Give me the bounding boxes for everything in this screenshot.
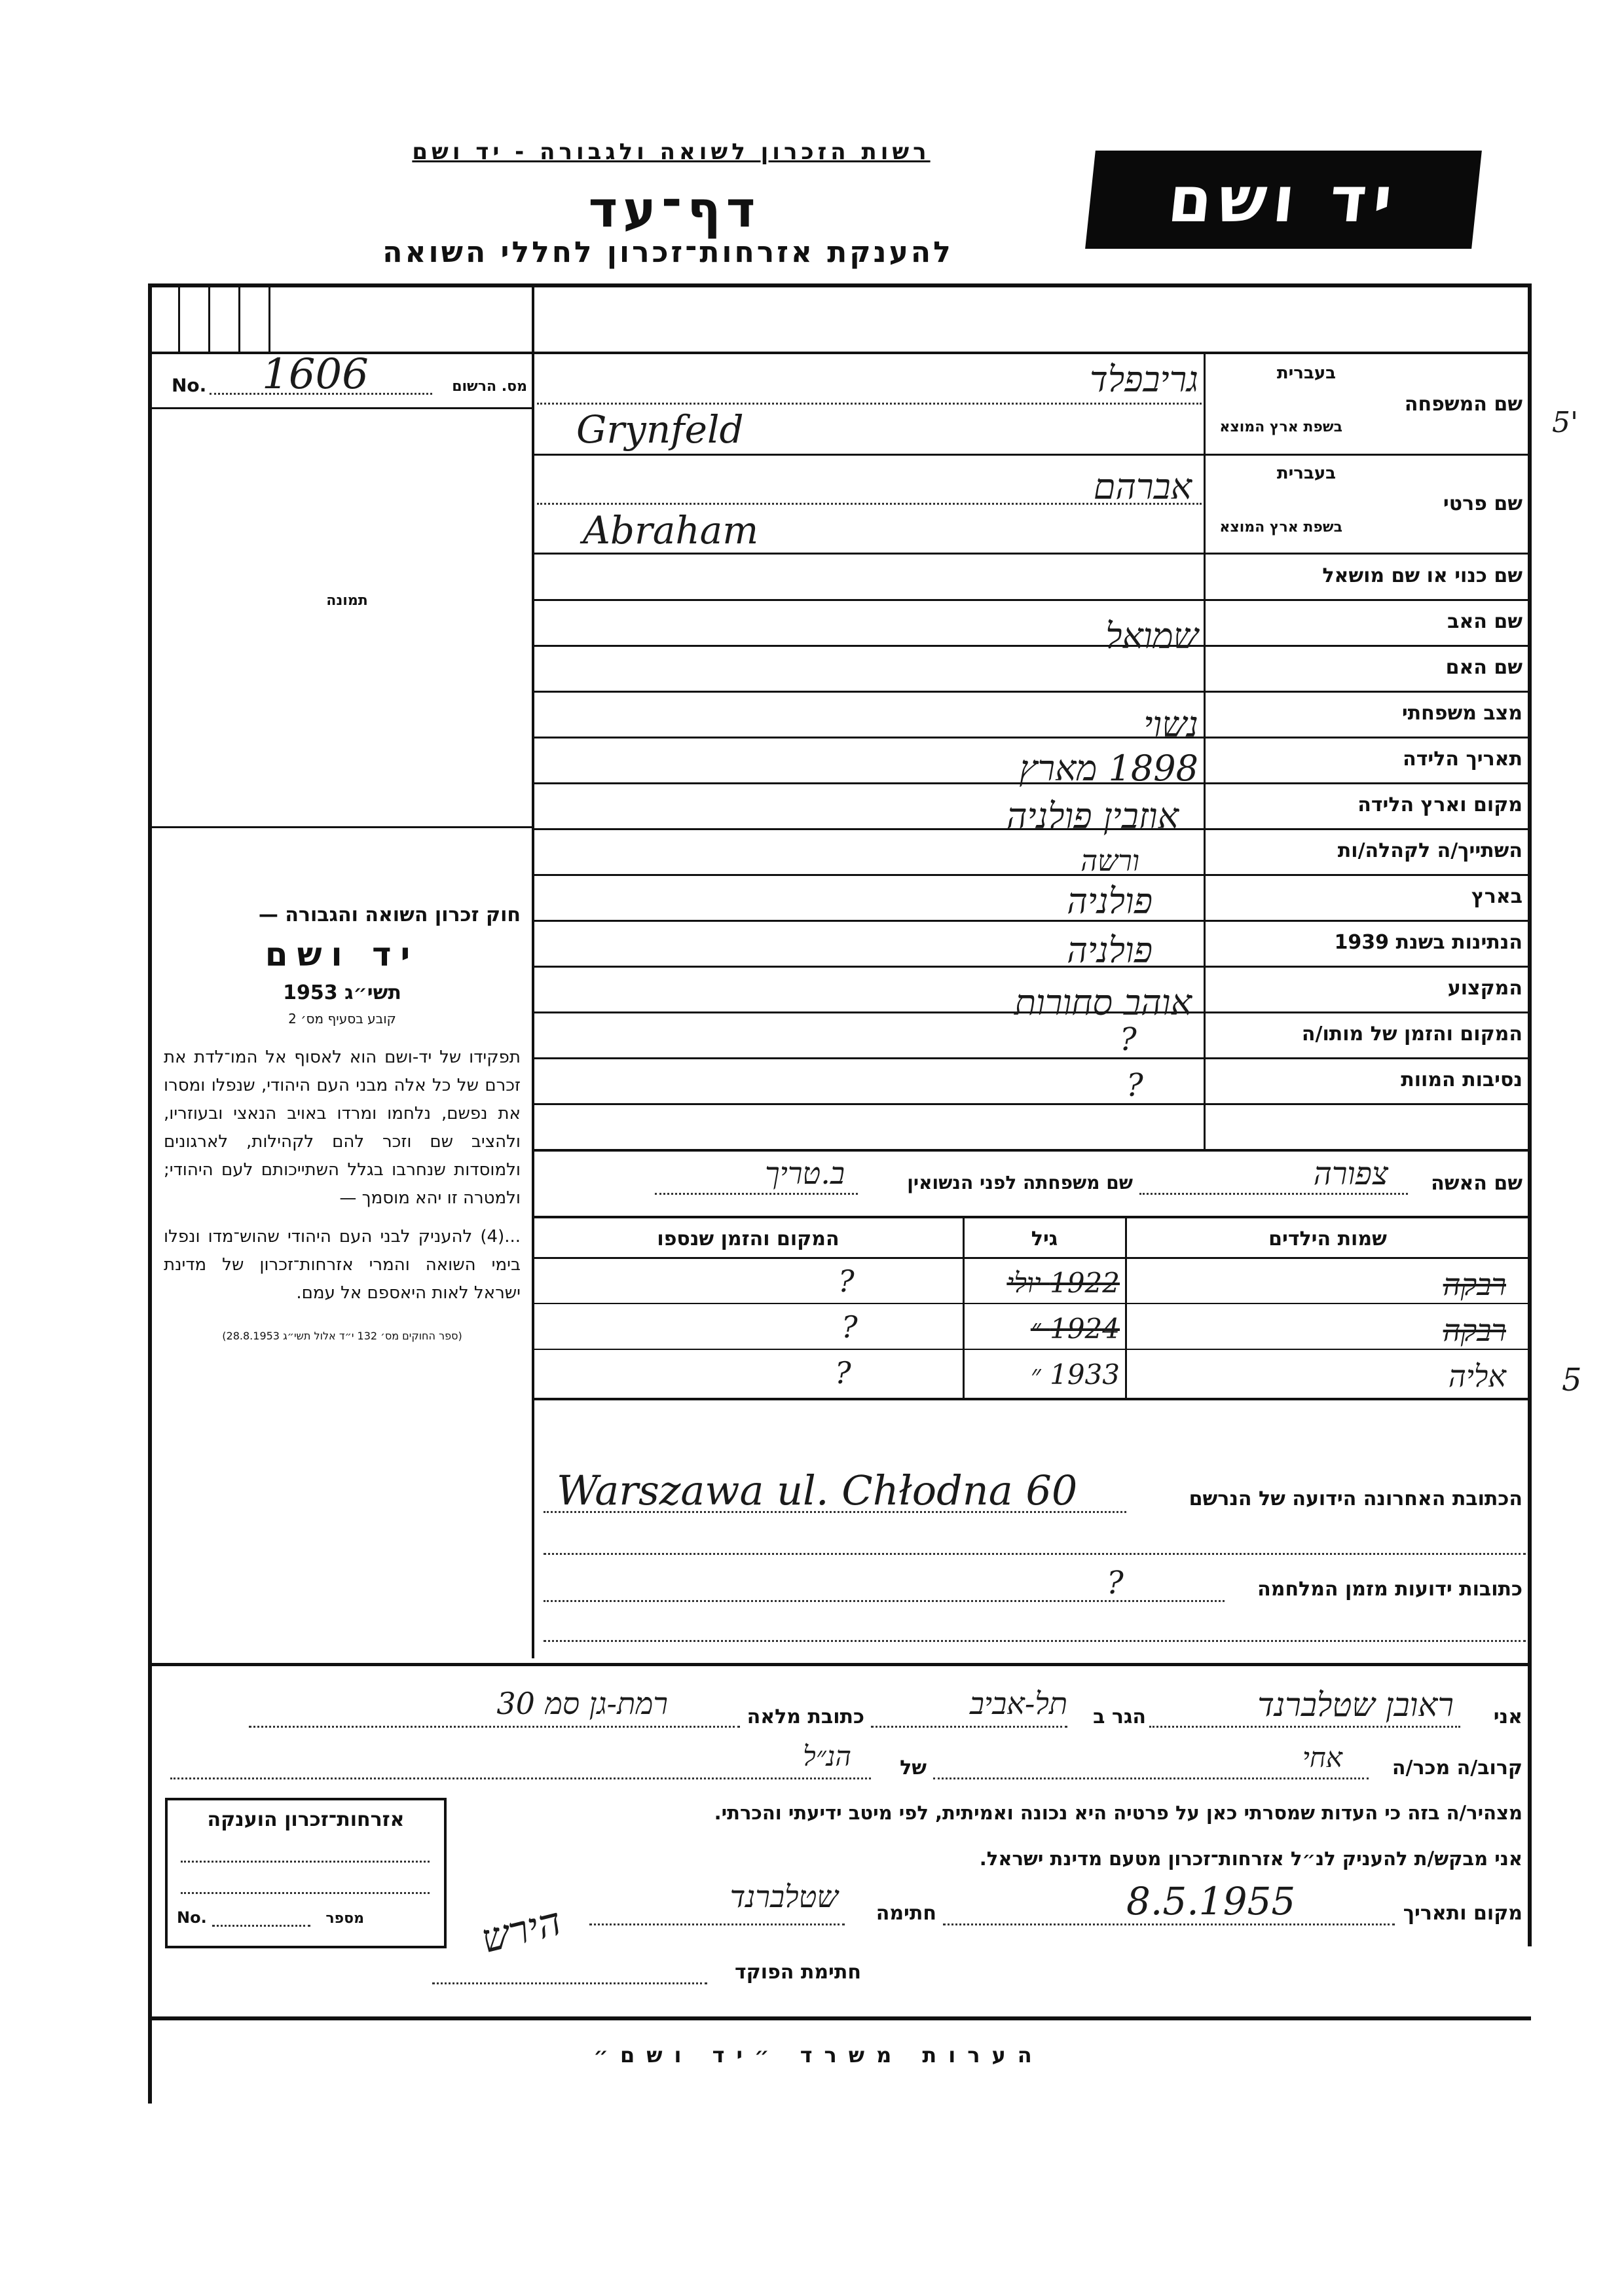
law-citation: (ספר החוקים מס׳ 132 י״ד אלול תשי״ג 28.8.1953) — [222, 1330, 462, 1342]
child-death-3: ? — [835, 1355, 851, 1391]
relative-value: אחי — [1302, 1741, 1342, 1774]
wife-name-value: צפורה — [1313, 1156, 1388, 1192]
citizenship-box-no-line — [212, 1925, 310, 1927]
strip-tick — [268, 286, 270, 352]
citizenship-granted-box — [165, 1798, 447, 1948]
war-addresses-extra-line — [544, 1640, 1526, 1642]
children-row-line — [534, 1349, 1530, 1350]
birth-date-label: תאריך הלידה — [1403, 748, 1522, 771]
first-name-native-sublabel: בשפת ארץ המוצא — [1219, 519, 1342, 536]
form-subtitle: להענקת אזרחות־זכרון לחללי השואה — [382, 236, 953, 269]
family-name-native-sublabel: בשפת ארץ המוצא — [1219, 419, 1342, 435]
signature-line — [589, 1923, 845, 1925]
wife-maiden-label: שם משפחתה לפני הנשואין — [907, 1172, 1133, 1194]
children-age-header: גיל — [1031, 1228, 1058, 1250]
row-line — [534, 1103, 1530, 1105]
signature-label: חתימה — [876, 1902, 936, 1925]
header-top-line: רשות הזכרון לשואה ולגבורה - יד ושם — [412, 139, 931, 165]
law-clause: קובע בסעיף מס׳ 2 — [288, 1011, 396, 1027]
citizenship-box-line — [181, 1892, 430, 1894]
registration-no-label-he: מס. הרשום — [452, 378, 527, 395]
declarant-signature: שטלברנד — [729, 1879, 838, 1914]
declarant-residing-label: הגר ב — [1093, 1705, 1146, 1728]
declaration-text-2: אני מבקש/ת להעניק לנ״ל אזרחות־זכרון מטעם מדינת ישראל. — [979, 1848, 1522, 1870]
place-date-label: מקום ותאריך — [1403, 1902, 1522, 1925]
of-label: של — [900, 1757, 927, 1779]
father-name-value: שמואל — [1105, 615, 1198, 657]
citizenship-1939-label: הנתינות בשנת 1939 — [1334, 931, 1522, 954]
official-signature-line — [432, 1982, 707, 1984]
margin-mark: 5 — [1562, 1362, 1582, 1398]
father-name-label: שם האב — [1447, 610, 1522, 633]
country-value: פולניה — [1067, 881, 1153, 922]
strip-tick — [178, 286, 180, 352]
war-addresses-value: ? — [1107, 1565, 1124, 1601]
registration-row-bottom — [149, 407, 533, 409]
row-line — [534, 1057, 1530, 1059]
child-death-2: ? — [841, 1309, 858, 1345]
relative-label: קרוב/ה מכר/ה — [1392, 1757, 1522, 1779]
law-paragraph-1: תפקידו של יד-ושם הוא לאסוף אל המו־לדת את זכרם של כל אלה מבני העם היהודי, שנפלו ומסרו את נפשם, נלחמו ומרדו באויב הנאצי ובעוזריו, ולהציב שם וזכר להם לקהילות, לארגונים ולמוסדות שנחרבו בגלל השתייכותם לעם היהודי; ולמטרה זו יהא מוסמך — — [164, 1048, 521, 1208]
children-header-bottom — [534, 1257, 1530, 1259]
law-name: יד ושם — [265, 936, 420, 974]
place-date-value: 8.5.1955 — [1126, 1879, 1296, 1923]
family-name-hebrew-sublabel: בעברית — [1276, 363, 1336, 383]
birth-place-value: אוזבין פולניה — [1006, 795, 1179, 837]
child-death-1: ? — [838, 1264, 855, 1299]
marital-status-label: מצב משפחתי — [1401, 702, 1522, 725]
photo-label: תמונה — [326, 592, 368, 609]
child-age-1: 1922 יולי — [1006, 1267, 1120, 1299]
community-label: השתייך/ה לקהלה/ות — [1337, 839, 1522, 862]
row-line — [534, 691, 1530, 693]
children-table-bottom — [534, 1398, 1530, 1400]
row-line — [534, 1149, 1530, 1152]
of-value: הנ״ל — [803, 1740, 851, 1772]
wife-name-label: שם האשה — [1431, 1172, 1522, 1195]
war-addresses-label: כתובות ידועות מזמן המלחמה — [1257, 1578, 1522, 1601]
nickname-label: שם כנוי או שם מושאל — [1322, 564, 1522, 587]
yad-vashem-logo — [1085, 151, 1482, 249]
citizenship-1939-value: פולניה — [1067, 930, 1153, 971]
mother-name-label: שם האם — [1445, 656, 1522, 679]
label-column-divider — [1204, 352, 1206, 1149]
birth-date-value: 1898 מארץ — [1019, 748, 1198, 789]
of-line — [170, 1777, 871, 1779]
first-name-hebrew-sublabel: בעברית — [1276, 464, 1336, 483]
frame-left — [148, 283, 152, 2104]
child-name-1: רבקה — [1443, 1267, 1506, 1302]
declaration-text-1: מצהיר/ה בזה כי העדות שמסרתי כאן על פרטיה היא נכונה ואמיתית, לפי מיטב ידיעתי והכרתי. — [714, 1802, 1522, 1824]
children-names-header: שמות הילדים — [1268, 1228, 1387, 1250]
frame-top — [149, 283, 1531, 287]
last-address-label: הכתובת האחרונה הידועה של הנרשם — [1189, 1487, 1522, 1510]
official-signature-label: חתימת הפוקד — [735, 1961, 861, 1984]
registration-no-value: 1606 — [262, 350, 369, 399]
declarant-name-line — [1149, 1726, 1460, 1728]
family-name-native-line — [537, 403, 1202, 405]
children-col-divider-2 — [1125, 1216, 1127, 1399]
citizenship-box-line — [181, 1861, 430, 1863]
strip-tick — [208, 286, 210, 352]
law-year: תשי״ג 1953 — [283, 981, 401, 1004]
declarant-full-address-value: רמת-גן סמ 30 — [496, 1686, 668, 1721]
section-divider — [149, 1663, 1531, 1666]
last-address-value: Warszawa ul. Chłodna 60 — [557, 1467, 1078, 1514]
profession-value: אוהב סחורות — [1014, 982, 1192, 1023]
death-place-time-label: המקום והזמן של מותו/ה — [1301, 1023, 1522, 1046]
citizenship-box-title: אזרחות־זכרון הוענקה — [207, 1808, 405, 1831]
wife-row-bottom — [534, 1216, 1530, 1218]
declarant-city-value: תל-אביב — [969, 1686, 1067, 1721]
family-name-hebrew-value: גריבפלד — [1090, 359, 1198, 400]
office-notes-label: הערות משרד ״יד ושם״ — [593, 2043, 1044, 2068]
death-circumstances-value: ? — [1126, 1067, 1143, 1104]
wife-maiden-value: ב.טריך — [765, 1156, 845, 1191]
place-date-line — [943, 1923, 1395, 1925]
marital-status-value: נשוי — [1143, 704, 1198, 745]
row-line — [534, 454, 1530, 456]
law-paragraph-2: ...(4) להעניק לבני העם היהודי שהוש־מדו ונפלו בימי השואה והמרי אזרחות־זכרון של מדינת ישראל לאות היאספם אל עמם. — [164, 1227, 521, 1303]
form-title: דף־עד — [588, 180, 761, 238]
declarant-ani-label: אני — [1493, 1705, 1522, 1728]
photo-area-bottom — [149, 826, 533, 828]
registration-no-label: No. — [172, 374, 207, 396]
law-title: חוק זכרון השואה והגבורה — — [258, 903, 521, 926]
country-label: בארץ — [1471, 885, 1522, 908]
row-line — [534, 553, 1530, 555]
child-name-3: אליה — [1448, 1358, 1506, 1394]
logo-text: יד ושם — [1164, 163, 1403, 236]
children-death-header: המקום והזמן שנספו — [657, 1228, 840, 1250]
law-text — [164, 903, 521, 1342]
first-name-label: שם פרטי — [1443, 492, 1522, 515]
footer-divider — [149, 2016, 1531, 2020]
official-signature-value: הירש — [476, 1898, 566, 1963]
declarant-name-value: ראובן שטלברנד — [1257, 1686, 1454, 1724]
family-name-label: שם המשפחה — [1404, 393, 1522, 416]
frame-right — [1528, 283, 1532, 1946]
children-row-line — [534, 1303, 1530, 1304]
relative-line — [933, 1777, 1369, 1779]
declarant-full-address-line — [249, 1726, 740, 1728]
death-place-time-value: ? — [1120, 1021, 1137, 1058]
margin-mark: 5' — [1552, 406, 1579, 439]
child-age-2: 1924 ״ — [1030, 1313, 1120, 1345]
declarant-city-line — [871, 1726, 1067, 1728]
children-col-divider-1 — [963, 1216, 965, 1399]
family-name-latin-value: Grynfeld — [576, 407, 744, 452]
profession-label: המקצוע — [1447, 977, 1522, 1000]
row-line — [534, 599, 1530, 601]
first-name-latin-value: Abraham — [583, 508, 759, 553]
wife-name-line — [1139, 1193, 1408, 1195]
first-name-hebrew-value: אברהם — [1093, 466, 1192, 507]
left-column-divider — [532, 283, 534, 1658]
wife-maiden-line — [655, 1193, 858, 1195]
child-name-2: רבקה — [1443, 1313, 1506, 1348]
birth-place-label: מקום וארץ הלידה — [1357, 793, 1522, 816]
declarant-full-address-label: כתובת מלאה — [747, 1705, 864, 1728]
strip-tick — [238, 286, 240, 352]
child-age-3: 1933 ״ — [1030, 1358, 1120, 1391]
community-value: ורשה — [1080, 845, 1139, 878]
citizenship-box-no-label: No. — [177, 1908, 207, 1927]
address-extra-line — [544, 1553, 1526, 1555]
citizenship-box-no-label-he: מספר — [325, 1910, 364, 1927]
death-circumstances-label: נסיבות המוות — [1401, 1068, 1522, 1091]
